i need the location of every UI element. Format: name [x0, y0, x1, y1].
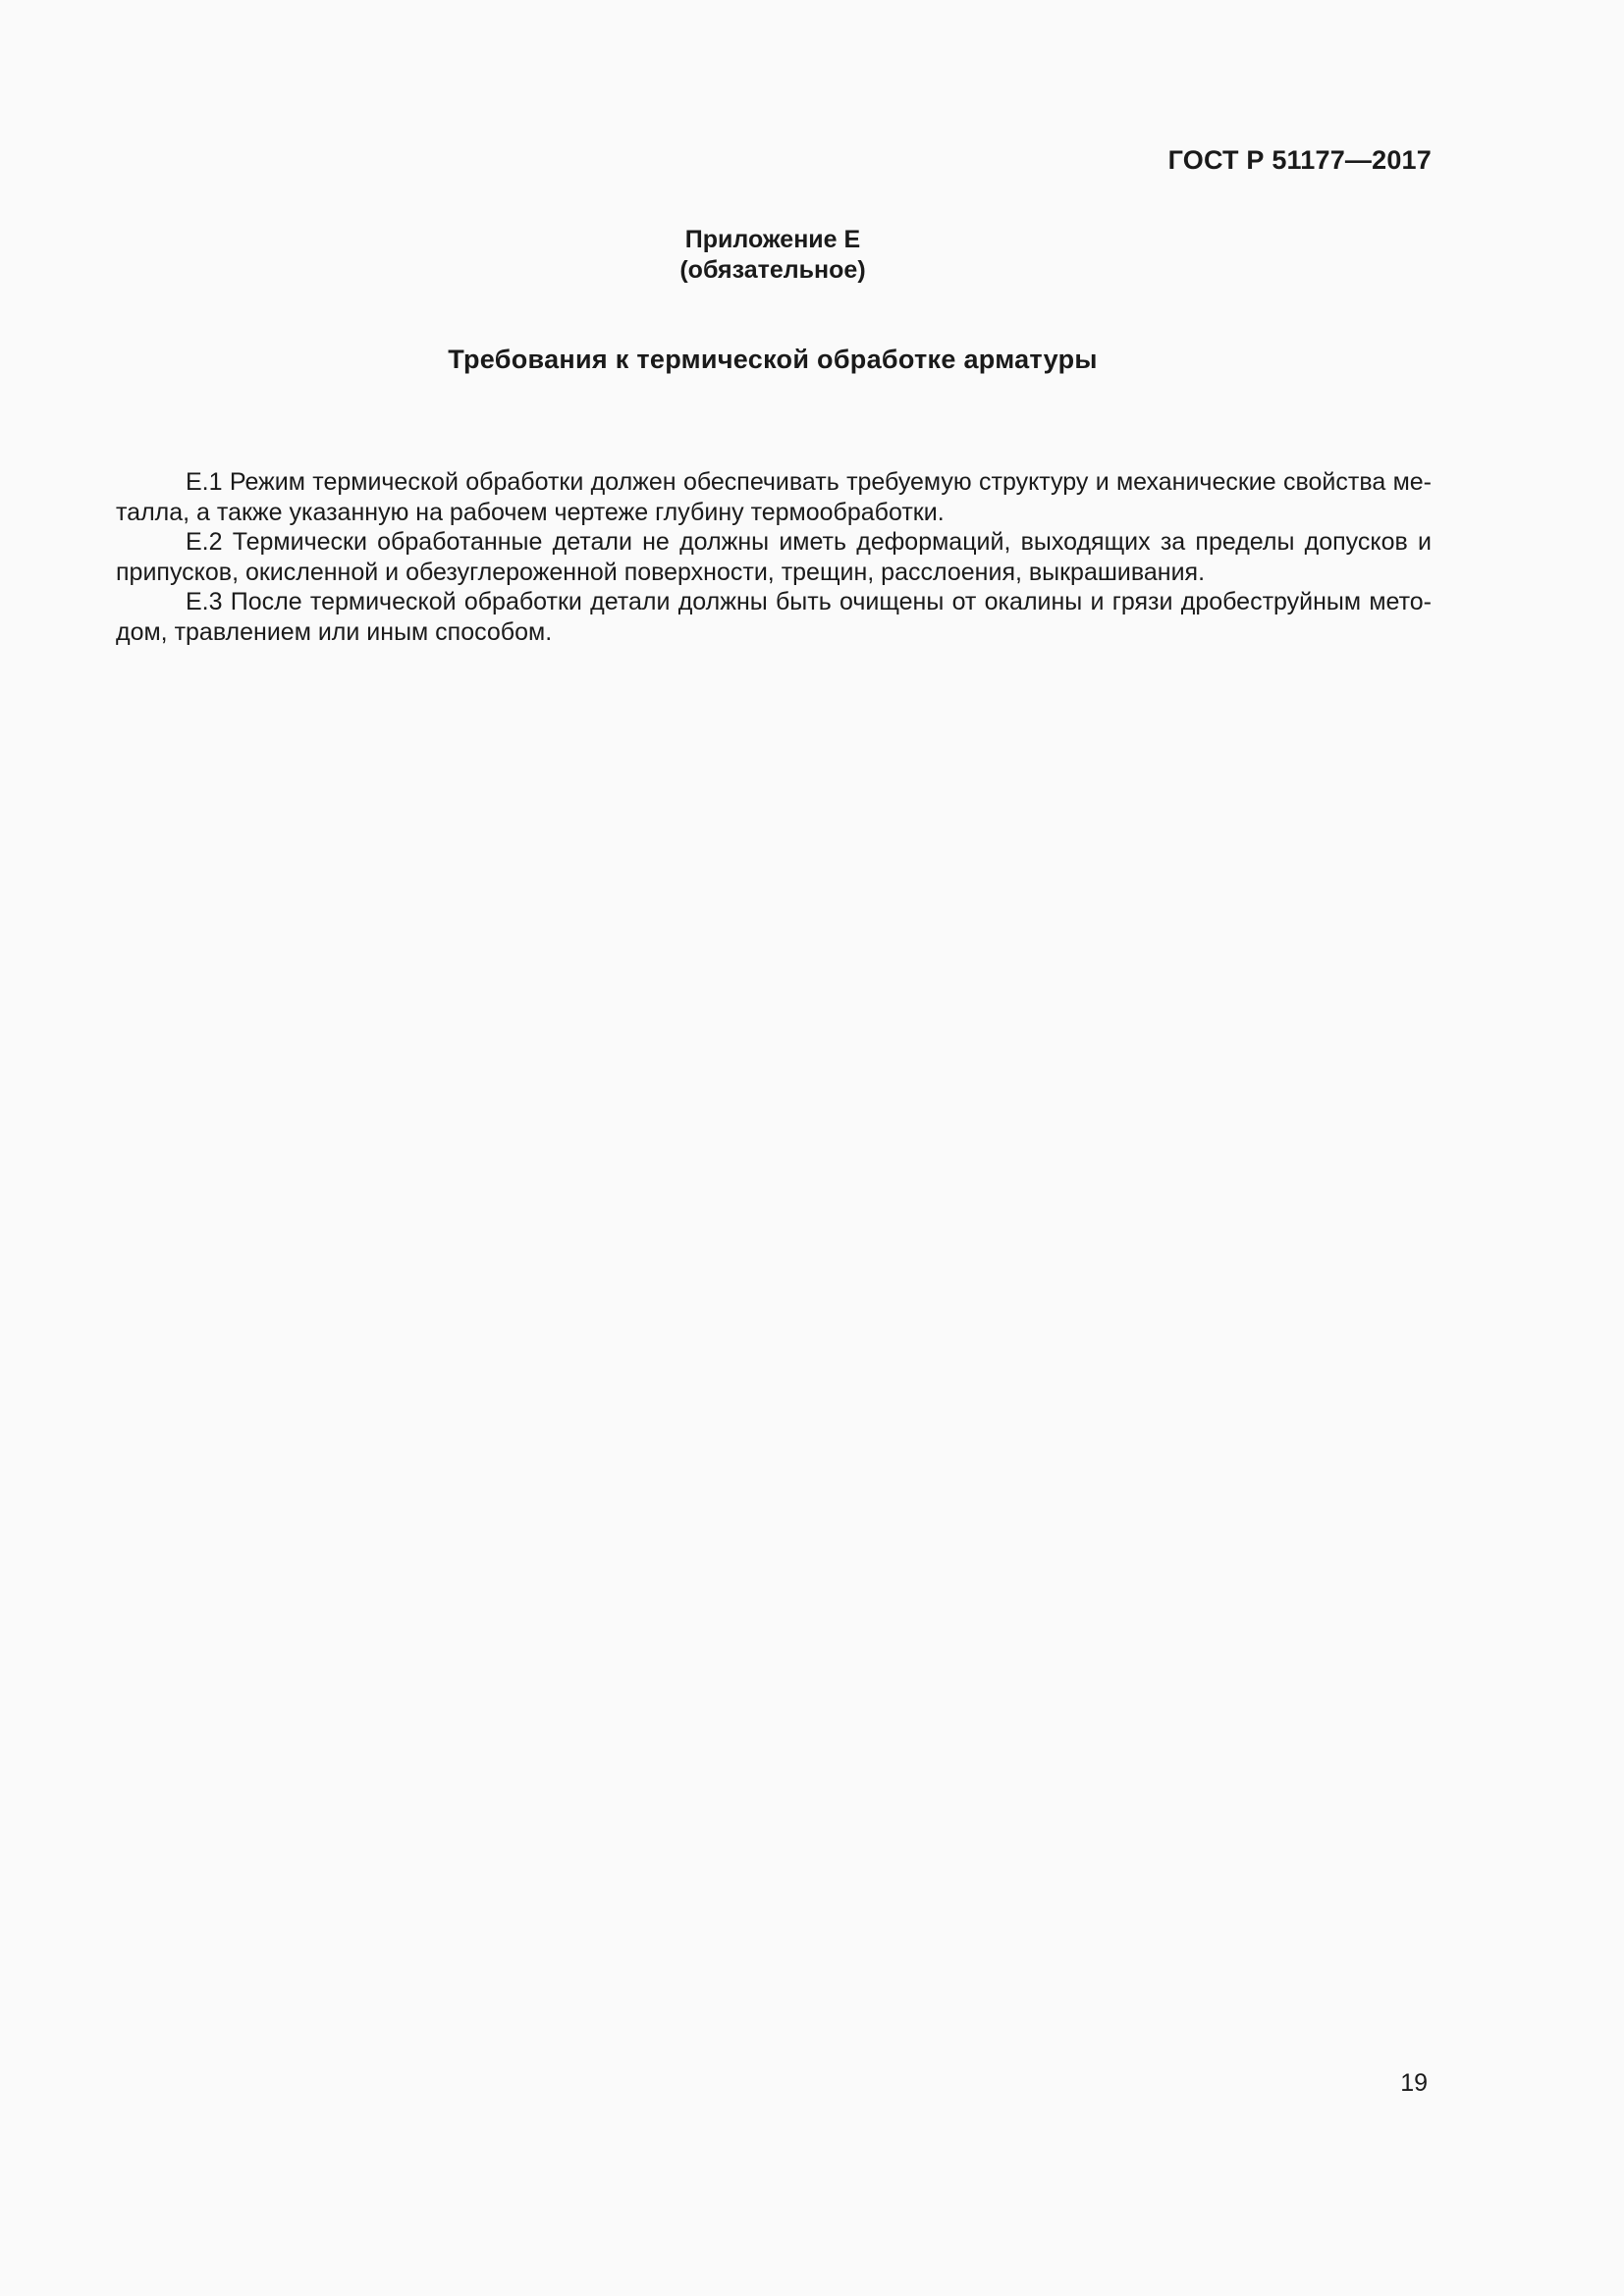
paragraph-e1: Е.1 Режим термической обработки должен обеспечивать требуемую структуру и механические свойства металла, а также указанную на рабочем чертеже глубину термообработки.	[116, 468, 1432, 526]
body-text	[116, 467, 1432, 647]
appendix-label: Приложение Е	[684, 226, 861, 253]
appendix-heading	[0, 225, 1545, 286]
page-number: 19	[1400, 2069, 1428, 2097]
document-code: ГОСТ Р 51177—2017	[1167, 145, 1432, 175]
section-title: Требования к термической обработке арматуры	[448, 345, 1098, 374]
appendix-status: (обязательное)	[679, 256, 866, 284]
paragraph-e2: Е.2 Термически обработанные детали не должны иметь деформаций, выходящих за пределы допусков и припусков, окисленной и обезуглероженной поверхности, трещин, расслоения, выкрашивания.	[116, 528, 1432, 586]
paragraph-e3: Е.3 После термической обработки детали должны быть очищены от окалины и грязи дробеструйным методом, травлением или иным способом.	[116, 588, 1432, 646]
